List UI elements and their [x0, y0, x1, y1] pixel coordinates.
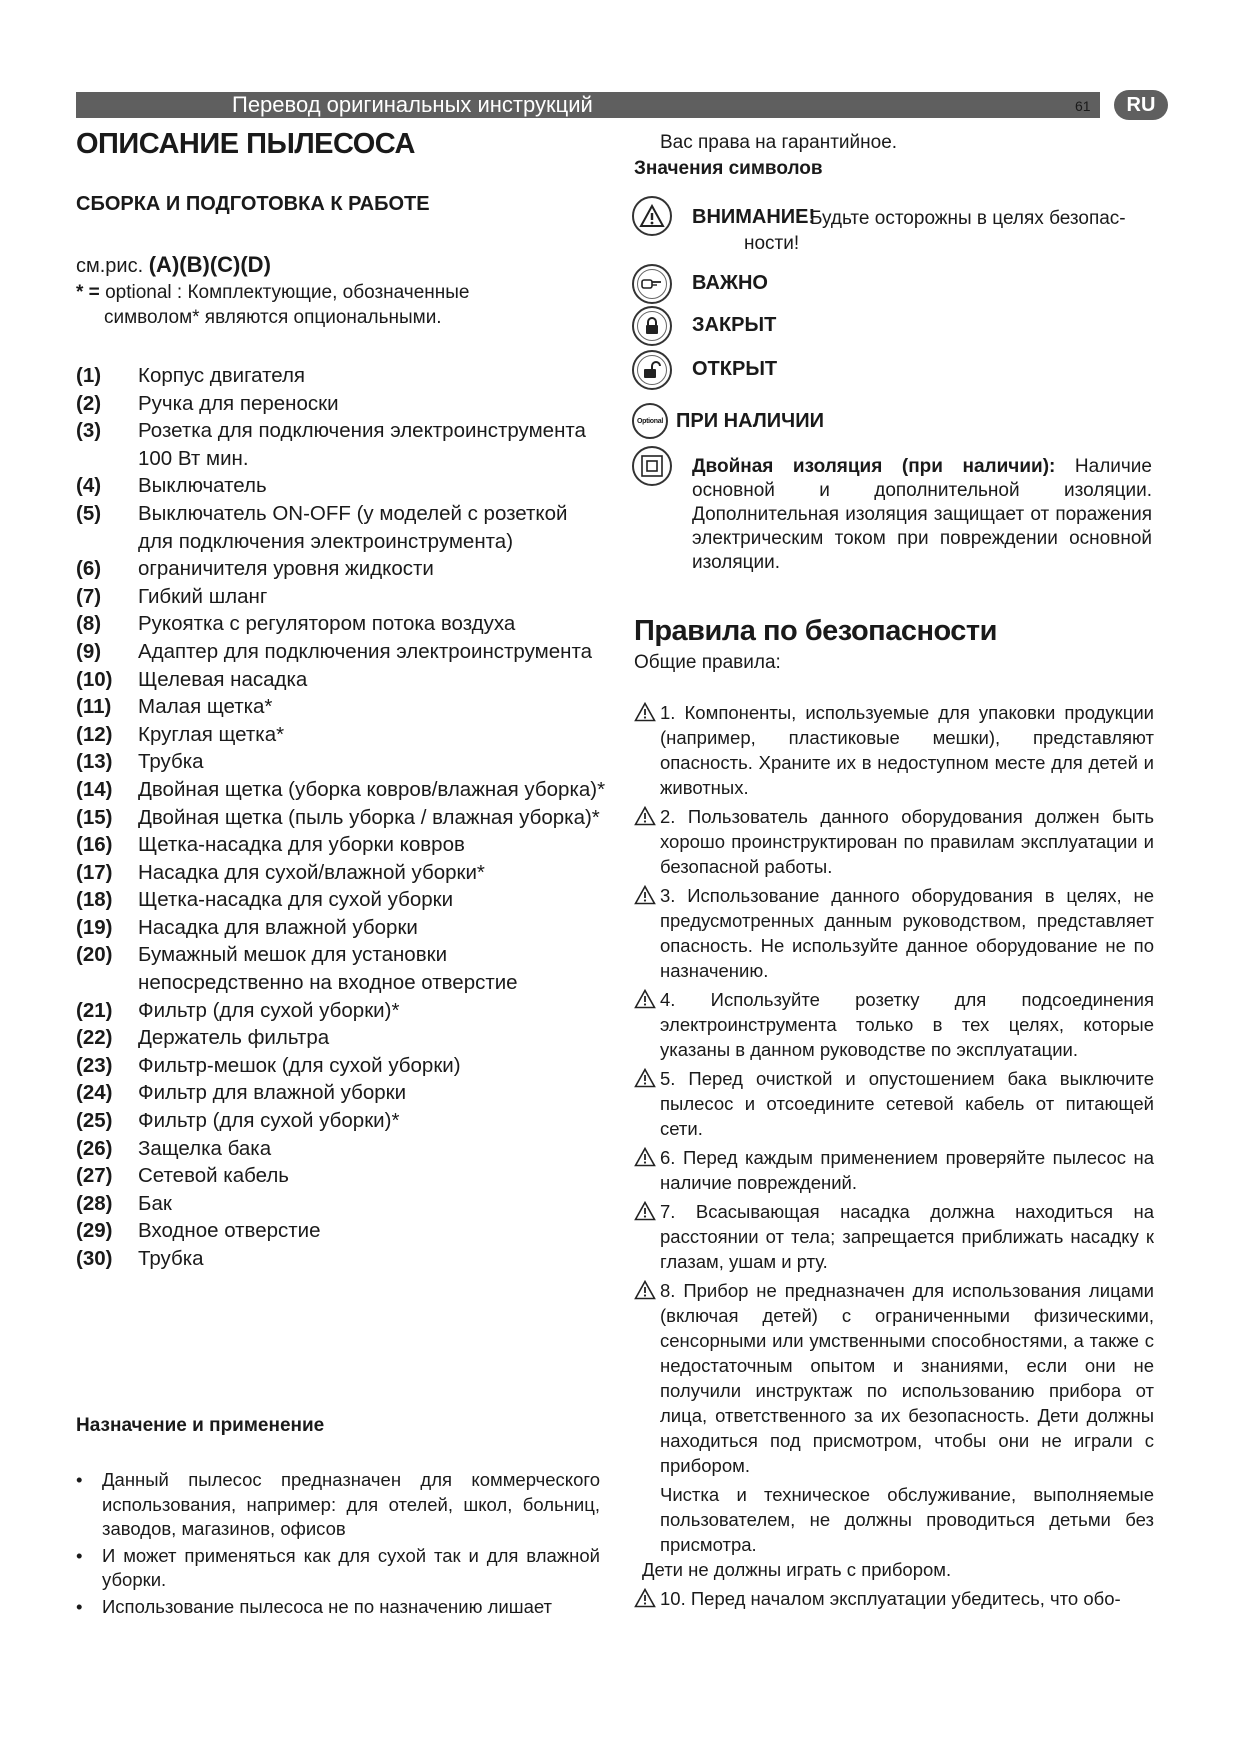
optional-label: ПРИ НАЛИЧИИ — [676, 410, 824, 432]
rule-text: Использование данного оборудования в целях, не предусмотренных данным руководством, представляет опасность. Не используйте данное оборудование не по назначению. — [660, 885, 1154, 981]
part-number: (2) — [76, 391, 102, 415]
part-text: Держатель фильтра — [138, 1026, 330, 1050]
part-item — [76, 693, 606, 721]
part-item — [76, 748, 606, 776]
safety-rule — [634, 883, 1154, 983]
part-item — [76, 1107, 606, 1135]
warning-triangle-icon — [634, 804, 656, 829]
part-text: Трубка — [138, 1247, 204, 1270]
safety-rule — [634, 1145, 1154, 1195]
warning-triangle-icon — [634, 1278, 656, 1303]
rule-text: Всасывающая насадка должна находиться на расстоянии от тела; запрещается приближать насадку к глазам, ушам и рту. — [660, 1201, 1154, 1272]
header-bar — [76, 92, 1100, 118]
rule-number: 5. — [660, 1068, 676, 1089]
bullet-dot-icon: • — [76, 1595, 83, 1617]
part-text: Двойная щетка (уборка ковров/влажная уборка)* — [138, 777, 606, 801]
part-item — [76, 914, 606, 942]
page-number: 61 — [1075, 98, 1091, 114]
part-item — [76, 390, 606, 418]
purpose-bullet — [76, 1595, 600, 1620]
safety-rule — [634, 987, 1154, 1062]
part-number: (18) — [76, 888, 113, 912]
part-item — [76, 997, 606, 1025]
rule-number: 1. — [660, 702, 676, 723]
rule-text: Прибор не предназначен для использования лицами (включая детей) с ограниченными физическими, сенсорными или умственными способностями, а также с недостаточным опытом и знаниями, если они не получили инструктаж по использованию прибора от лица, ответственного за их безопасность. Дети должны находиться под присмотром, чтобы они не играли с прибором. — [660, 1280, 1155, 1476]
part-item — [76, 1162, 606, 1190]
part-number: (28) — [76, 1191, 113, 1215]
symbols-heading: Значения символов — [634, 158, 823, 179]
optional-icon — [632, 403, 668, 439]
part-text: Защелка бака — [138, 1136, 272, 1160]
double-insulation-text: Наличие основной и дополнительной изоляции. Дополнительная изоляция защищает от поражения электрическим током при повреждении основной изоляции. — [692, 456, 1152, 573]
warning-triangle-icon — [634, 1199, 656, 1224]
safety-rules-list — [634, 700, 1154, 1615]
safety-rules-subheading: Общие правила: — [634, 652, 781, 673]
pointing-hand-icon — [632, 264, 672, 304]
part-number: (27) — [76, 1164, 113, 1188]
part-item — [76, 804, 606, 832]
part-text: Круглая щетка* — [138, 722, 285, 746]
part-number: (7) — [76, 584, 102, 608]
part-text: Розетка для подключения электроинструмента 100 Вт мин. — [138, 419, 586, 470]
part-item — [76, 721, 606, 749]
bullet-text: Данный пылесос предназначен для коммерческого использования, например: для отелей, школ, больниц, заводов, магазинов, офисов — [102, 1469, 600, 1539]
warning-triangle-icon — [634, 1586, 656, 1611]
rule-number: 4. — [660, 989, 676, 1010]
rule-number: 7. — [660, 1201, 676, 1222]
part-text: Насадка для влажной уборки — [138, 915, 418, 939]
warning-triangle-icon — [634, 1066, 656, 1091]
rule-text: Используйте розетку для подсоединения электроинструмента только в тех целях, которые указаны в данном руководстве по эксплуатации. — [660, 989, 1154, 1060]
part-text: Выключатель — [138, 474, 267, 498]
part-text: Бумажный мешок для установки непосредственно на входное отверстие — [138, 943, 518, 995]
part-text: Насадка для сухой/влажной уборки* — [138, 860, 485, 884]
language-badge: RU — [1114, 90, 1168, 120]
rule-text: Пользователь данного оборудования должен быть хорошо проинструктирован по правилам эксплуатации и безопасной работы. — [660, 806, 1154, 877]
bullet-text: Использование пылесоса не по назначению лишает — [102, 1595, 553, 1617]
rule-number: 10. — [660, 1588, 686, 1609]
part-text: Ручка для переноски — [138, 391, 339, 415]
part-item — [76, 610, 606, 638]
double-insulation-label: Двойная изоляция (при наличии): — [692, 456, 1056, 477]
rule-number: 8. — [660, 1280, 676, 1301]
important-label: ВАЖНО — [692, 272, 768, 294]
part-text: Фильтр (для сухой уборки)* — [138, 998, 400, 1022]
part-number: (4) — [76, 474, 102, 498]
part-number: (11) — [76, 695, 112, 719]
part-number: (23) — [76, 1053, 113, 1077]
part-item — [76, 555, 606, 583]
purpose-heading: Назначение и применение — [76, 1415, 325, 1436]
part-item — [76, 1135, 606, 1163]
part-text: Щетка-насадка для сухой уборки — [138, 888, 454, 912]
rule-number: 2. — [660, 806, 676, 827]
part-number: (26) — [76, 1136, 113, 1160]
part-item — [76, 1190, 606, 1218]
double-insulation-description — [692, 455, 1152, 575]
part-number: (19) — [76, 915, 113, 939]
rule-text: Перед началом эксплуатации убедитесь, что обо- — [690, 1588, 1121, 1609]
part-number: (3) — [76, 419, 102, 443]
part-item — [76, 500, 606, 555]
part-text: Рукоятка с регулятором потока воздуха — [138, 612, 516, 636]
part-number: (14) — [76, 777, 113, 801]
warning-triangle-icon — [634, 700, 656, 725]
rule-text: Перед очисткой и опустошением бака выключите пылесос и отсоедините сетевой кабель от питающей сети. — [660, 1068, 1154, 1139]
lock-icon — [632, 306, 672, 346]
part-number: (20) — [76, 943, 113, 967]
bullet-text: И может применяться как для сухой так и для влажной уборки. — [102, 1544, 600, 1590]
rule-text: Компоненты, используемые для упаковки продукции (например, пластиковые мешки), представляют опасность. Храните их в недоступном месте для детей и животных. — [660, 702, 1155, 798]
part-text: Малая щетка* — [138, 695, 273, 719]
part-text: Фильтр для влажной уборки — [138, 1081, 407, 1105]
bullet-dot-icon: • — [76, 1469, 83, 1490]
part-item — [76, 776, 606, 804]
rule-9-plain: Дети не должны играть с прибором. — [642, 1559, 952, 1580]
part-number: (29) — [76, 1219, 113, 1243]
part-item — [76, 859, 606, 887]
part-text: Фильтр (для сухой уборки)* — [138, 1109, 400, 1133]
unlocked-label: ОТКРЫТ — [692, 358, 778, 380]
part-number: (6) — [76, 557, 102, 581]
purpose-bullets — [76, 1468, 600, 1621]
rule-number: 6. — [660, 1147, 676, 1168]
safety-rule — [634, 1278, 1154, 1478]
part-number: (8) — [76, 612, 102, 636]
warning-triangle-icon — [634, 1145, 656, 1170]
section-title-assembly: СБОРКА И ПОДГОТОВКА К РАБОТЕ — [76, 193, 430, 215]
parts-list — [76, 362, 606, 1273]
optional-key: * = — [76, 282, 106, 303]
rule-text: Перед каждым применением проверяйте пылесос на наличие повреждений. — [660, 1147, 1154, 1193]
page-title: ОПИСАНИЕ ПЫЛЕСОСА — [76, 128, 415, 160]
safety-rule — [634, 804, 1154, 879]
part-number: (30) — [76, 1247, 113, 1270]
optional-icon-text: Optional — [637, 417, 663, 425]
see-figures — [76, 252, 271, 278]
see-fig-refs: (A)(B)(C)(D) — [148, 252, 271, 277]
part-text: Входное отверстие — [138, 1219, 321, 1243]
locked-label: ЗАКРЫТ — [692, 314, 777, 336]
part-item — [76, 583, 606, 611]
part-number: (25) — [76, 1109, 113, 1133]
warning-triangle-icon — [634, 883, 656, 908]
optional-line2: символом* являются опциональными. — [104, 307, 442, 328]
part-item — [76, 638, 606, 666]
part-text: Корпус двигателя — [138, 364, 306, 387]
warning-text-2: ности! — [744, 233, 800, 254]
part-item — [76, 1052, 606, 1080]
bullet-dot-icon: • — [76, 1544, 83, 1566]
part-text: Трубка — [138, 750, 204, 774]
part-item — [76, 886, 606, 914]
part-item — [76, 1217, 606, 1245]
part-item — [76, 472, 606, 500]
purpose-bullet — [76, 1468, 600, 1542]
part-item — [76, 1079, 606, 1107]
warning-label: ВНИМАНИЕ! — [692, 206, 816, 228]
part-number: (10) — [76, 667, 113, 691]
part-number: (17) — [76, 860, 113, 884]
warning-triangle-icon — [634, 987, 656, 1012]
part-number: (16) — [76, 833, 113, 857]
safety-rules-heading: Правила по безопасности — [634, 615, 997, 647]
part-number: (13) — [76, 750, 113, 774]
double-insulation-icon — [632, 446, 672, 486]
safety-rule — [634, 1066, 1154, 1141]
part-number: (12) — [76, 722, 113, 746]
part-item — [76, 941, 606, 996]
safety-rule — [634, 1199, 1154, 1274]
warning-symbol-icon — [632, 196, 672, 236]
see-fig-prefix: см.рис. — [76, 255, 144, 277]
part-text: Фильтр-мешок (для сухой уборки) — [138, 1053, 461, 1077]
part-number: (1) — [76, 364, 102, 387]
part-number: (22) — [76, 1026, 113, 1050]
warning-text-1: Будьте осторожны в целях безопас- — [810, 208, 1126, 229]
part-item — [76, 1245, 606, 1273]
safety-rule — [634, 700, 1154, 800]
part-number: (21) — [76, 998, 113, 1022]
part-item — [76, 831, 606, 859]
warranty-continuation: Вас права на гарантийное. — [660, 132, 898, 153]
part-text: Бак — [138, 1191, 172, 1215]
unlock-icon — [632, 350, 672, 390]
part-number: (9) — [76, 639, 102, 663]
purpose-bullet — [76, 1544, 600, 1593]
part-text: Адаптер для подключения электроинструмента — [138, 639, 593, 663]
part-text: Двойная щетка (пыль уборка / влажная уборка)* — [138, 805, 600, 829]
part-text: Щетка-насадка для уборки ковров — [138, 833, 465, 857]
part-number: (24) — [76, 1081, 113, 1105]
part-item — [76, 666, 606, 694]
part-text: Сетевой кабель — [138, 1164, 289, 1188]
rule-number: 3. — [660, 885, 676, 906]
part-text: Выключатель ON-OFF (у моделей с розеткой для подключения электроинструмента) — [138, 501, 568, 553]
rule-8-extra: Чистка и техническое обслуживание, выполняемые пользователем, не должны проводиться детьми без присмотра. — [660, 1484, 1154, 1555]
part-text: ограничителя уровня жидкости — [138, 557, 434, 581]
part-number: (5) — [76, 501, 102, 525]
part-item — [76, 1024, 606, 1052]
part-item — [76, 417, 606, 472]
header-title: Перевод оригинальных инструкций — [232, 92, 593, 117]
part-number: (15) — [76, 805, 113, 829]
optional-note — [76, 280, 556, 330]
part-item — [76, 362, 606, 390]
part-text: Щелевая насадка — [138, 667, 308, 691]
safety-rule — [634, 1586, 1154, 1611]
optional-line1: optional : Комплектующие, обозначенные — [105, 282, 470, 303]
part-text: Гибкий шланг — [138, 584, 268, 608]
